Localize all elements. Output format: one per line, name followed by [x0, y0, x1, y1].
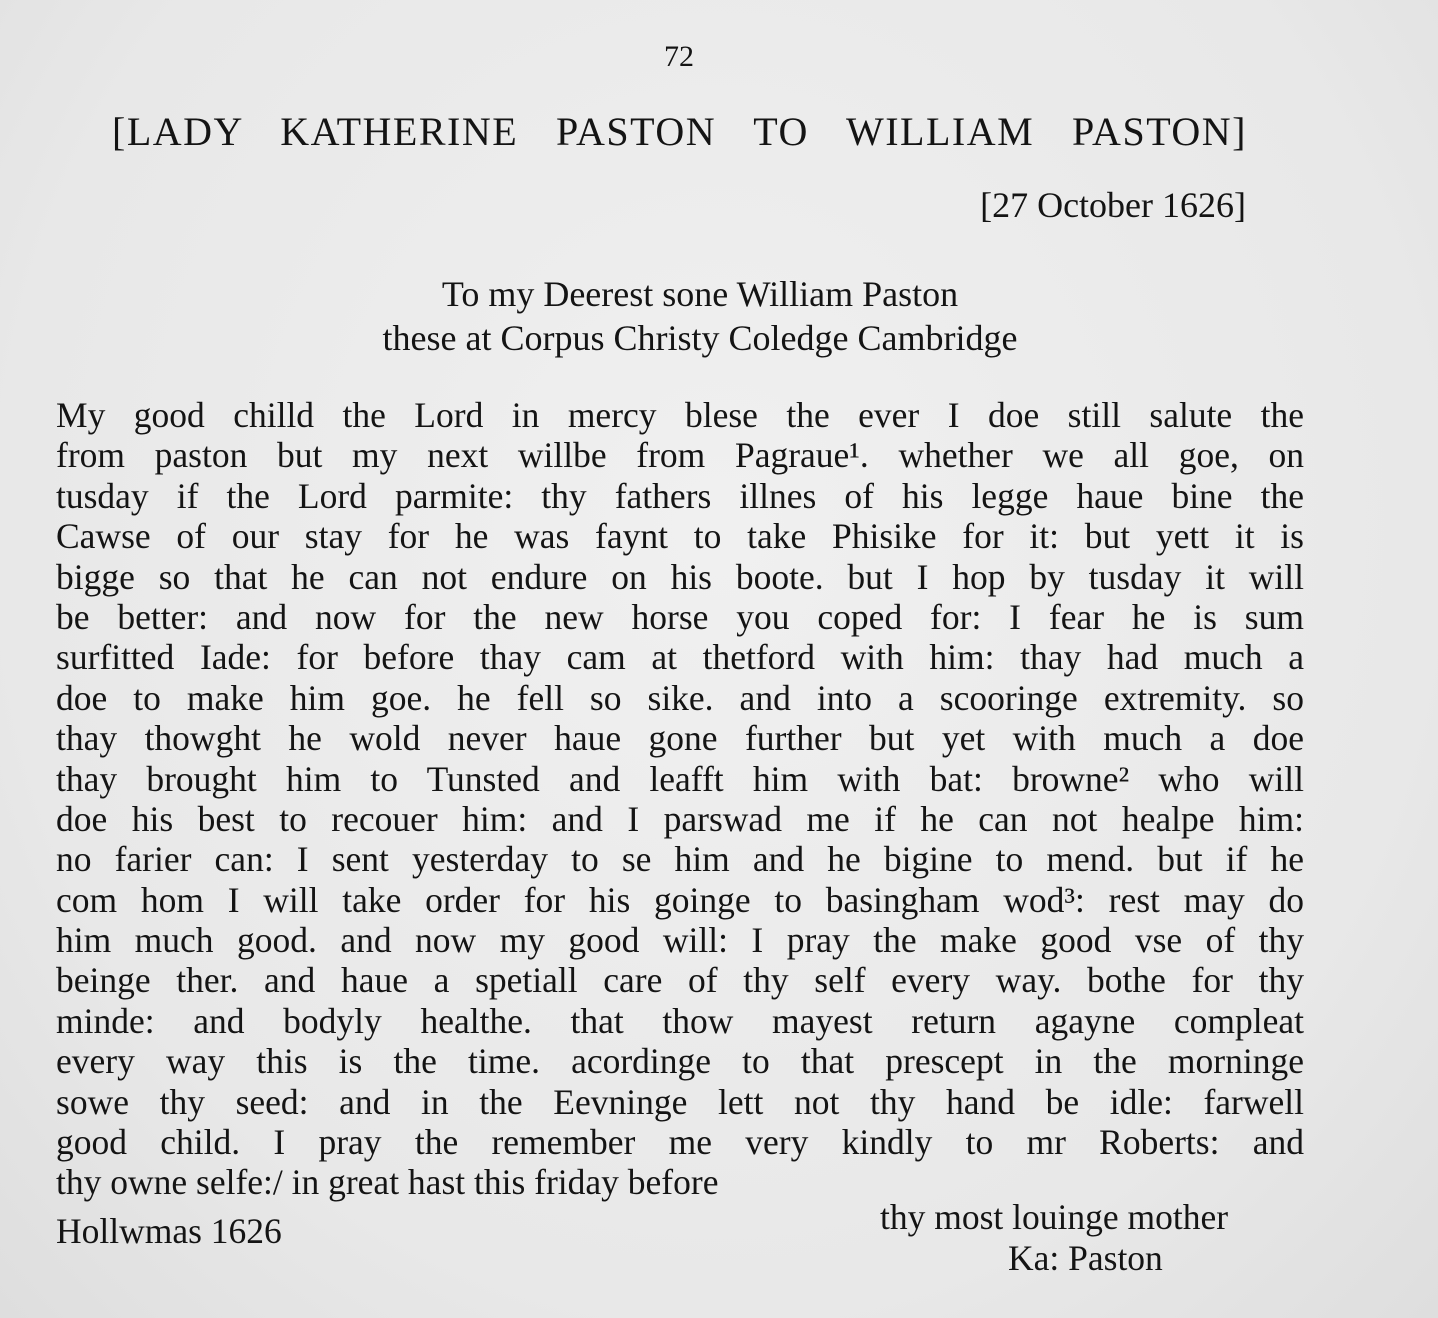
- body-line: thay thowght he wold never haue gone further but yet with much a doe: [56, 718, 1304, 759]
- body-line: minde: and bodyly healthe. that thow mayest return agayne compleat: [56, 1000, 1304, 1041]
- body-line: good child. I pray the remember me very kindly to mr Roberts: and: [56, 1122, 1304, 1163]
- closing-date: Hollwmas 1626: [56, 1211, 282, 1251]
- body-line: him much good. and now my good will: I pray the make good vse of thy: [56, 920, 1304, 961]
- signature: Ka: Paston: [1008, 1238, 1163, 1278]
- body-line: Cawse of our stay for he was faynt to take Phisike for it: but yett it is: [56, 516, 1304, 557]
- letter-title: [LADY KATHERINE PASTON TO WILLIAM PASTON]: [112, 109, 1247, 154]
- body-line: surfitted Iade: for before thay cam at thetford with him: thay had much a: [56, 637, 1304, 678]
- body-line: thay brought him to Tunsted and leafft him with bat: browne² who will: [56, 758, 1304, 799]
- address-line: these at Corpus Christy Coledge Cambridge: [382, 318, 1018, 358]
- body-line: com hom I will take order for his goinge to basingham wod³: rest may do: [56, 879, 1304, 920]
- body-line: bigge so that he can not endure on his boote. but I hop by tusday it will: [56, 556, 1304, 597]
- page-number: 72: [664, 40, 694, 73]
- letter-address: [0, 272, 1400, 360]
- body-line: doe his best to recouer him: and I parswad me if he can not healpe him:: [56, 798, 1304, 839]
- letter-body: [56, 395, 1304, 1203]
- body-line: tusday if the Lord parmite: thy fathers illnes of his legge haue bine the: [56, 475, 1304, 516]
- address-line: To my Deerest sone William Paston: [441, 274, 959, 314]
- body-line: no farier can: I sent yesterday to se him and he bigine to mend. but if he: [56, 839, 1304, 880]
- body-line: doe to make him goe. he fell so sike. and into a scooringe extremity. so: [56, 677, 1304, 718]
- body-line: beinge ther. and haue a spetiall care of thy self every way. bothe for thy: [56, 960, 1304, 1001]
- letter-date: [27 October 1626]: [980, 185, 1246, 225]
- body-line: My good chilld the Lord in mercy blese the ever I doe still salute the: [56, 395, 1304, 435]
- body-line: every way this is the time. acordinge to that prescept in the morninge: [56, 1041, 1304, 1082]
- body-line: sowe thy seed: and in the Eevninge lett not thy hand be idle: farwell: [56, 1081, 1304, 1122]
- closing-valediction: thy most louinge mother: [880, 1197, 1229, 1237]
- body-line: be better: and now for the new horse you coped for: I fear he is sum: [56, 596, 1304, 637]
- body-line: thy owne selfe:/ in great hast this friday before: [56, 1162, 719, 1203]
- body-line: from paston but my next willbe from Pagraue¹. whether we all goe, on: [56, 435, 1304, 476]
